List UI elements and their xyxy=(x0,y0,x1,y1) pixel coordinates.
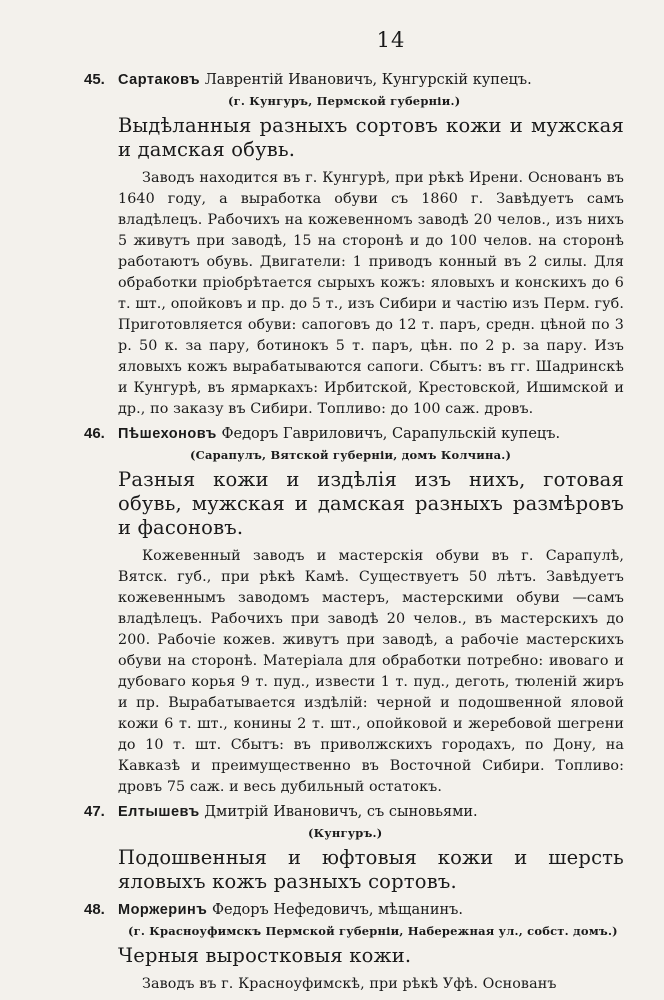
entry-47 xyxy=(84,802,624,894)
entry-location: (г. Красноуфимскъ Пермской губерніи, Набережная ул., собст. домъ.) xyxy=(128,924,618,938)
entry-description: Кожевенный заводъ и мастерскія обуви въ г. Сарапулѣ, Вятск. губ., при рѣкѣ Камѣ. Существуетъ 50 лѣтъ. Завѣдуетъ кожевеннымъ заводомъ мастеръ, мастерскими обуви —самъ владѣлецъ. Рабочихъ при заводѣ 20 челов., въ мастерскихъ до 200. Рабочіе кожев. живутъ при заводѣ, а рабочіе мастерскихъ обуви на сторонѣ. Матеріала для обработки потребно: ивоваго и дубоваго корья 9 т. пуд., извести 1 т. пуд., деготь, тюленій жиръ и пр. Вырабатывается издѣлій: черной и подошвенной яловой кожи 6 т. шт., конины 2 т. шт., опойковой и жеребовой шегрени до 10 т. шт. Сбытъ: въ приволжскихъ городахъ, по Дону, на Кавказѣ и преимущественно въ Восточной Сибири. Топливо: дровъ 75 саж. и весь дубильный остатокъ. xyxy=(118,548,624,795)
entry-description: Заводъ въ г. Красноуфимскѣ, при рѣкѣ Уфѣ. Основанъ xyxy=(142,976,557,992)
entry-surname: Сартаковъ xyxy=(118,72,201,88)
entry-number: 45. xyxy=(84,71,105,88)
entry-location: (Кунгуръ.) xyxy=(308,826,383,840)
entry-48 xyxy=(84,900,624,995)
entry-name: Федоръ Гавриловичъ, Сарапульскій купецъ. xyxy=(221,426,561,442)
entry-heading xyxy=(84,70,624,90)
entry-number: 47. xyxy=(84,803,105,820)
entry-product: Разныя кожи и издѣлія изъ нихъ, готовая обувь, мужская и дамская разныхъ размѣровъ и фасоновъ. xyxy=(118,468,624,539)
page-number: 14 xyxy=(376,28,406,52)
entry-surname: Пѣшехоновъ xyxy=(118,426,217,442)
entry-description: Заводъ находится въ г. Кунгурѣ, при рѣкѣ Ирени. Основанъ въ 1640 году, а выработка обуви съ 1860 г. Завѣдуетъ самъ владѣлецъ. Рабочихъ на кожевенномъ заводѣ 20 челов., изъ нихъ 5 живутъ при заводѣ, 15 на сторонѣ и до 100 челов. на сторонѣ работаютъ обувь. Двигатели: 1 приводъ конный въ 2 силы. Для обработки пріобрѣтается сырыхъ кожъ: яловыхъ и конскихъ до 6 т. шт., опойковъ и пр. до 5 т., изъ Сибири и частію изъ Перм. губ. Приготовляется обуви: сапоговъ до 12 т. паръ, средн. цѣной по 3 р. 50 к. за пару, ботинокъ 5 т. паръ, цѣн. по 2 р. за пару. Изъ яловыхъ кожъ вырабатываются сапоги. Сбытъ: въ гг. Шадринскѣ и Кунгурѣ, въ ярмаркахъ: Ирбитской, Крестовской, Ишимской и др., по заказу въ Сибири. Топливо: до 100 саж. дровъ. xyxy=(118,170,624,417)
entry-product: Черныя выростковыя кожи. xyxy=(118,944,412,967)
entry-product: Выдѣланныя разныхъ сортовъ кожи и мужская и дамская обувь. xyxy=(118,114,624,161)
entry-number: 46. xyxy=(84,425,105,442)
entry-number: 48. xyxy=(84,901,105,918)
entry-name: Федоръ Нефедовичъ, мѣщанинъ. xyxy=(211,902,464,918)
entry-name: Лаврентій Ивановичъ, Кунгурскій купецъ. xyxy=(204,72,532,88)
entry-location: (Сарапулъ, Вятской губерніи, домъ Колчина.) xyxy=(190,448,512,462)
entry-product: Подошвенныя и юфтовыя кожи и шерсть яловыхъ кожъ разныхъ сортовъ. xyxy=(118,846,624,893)
entry-name: Дмитрій Ивановичъ, съ сыновьями. xyxy=(204,804,478,820)
entry-heading xyxy=(84,424,624,444)
entry-heading xyxy=(84,900,624,920)
entry-45 xyxy=(84,70,624,420)
entry-location: (г. Кунгуръ, Пермской губерніи.) xyxy=(228,94,461,108)
entry-heading xyxy=(84,802,624,822)
entry-surname: Елтышевъ xyxy=(118,804,200,820)
entry-surname: Моржеринъ xyxy=(118,902,208,918)
entry-46 xyxy=(84,424,624,798)
